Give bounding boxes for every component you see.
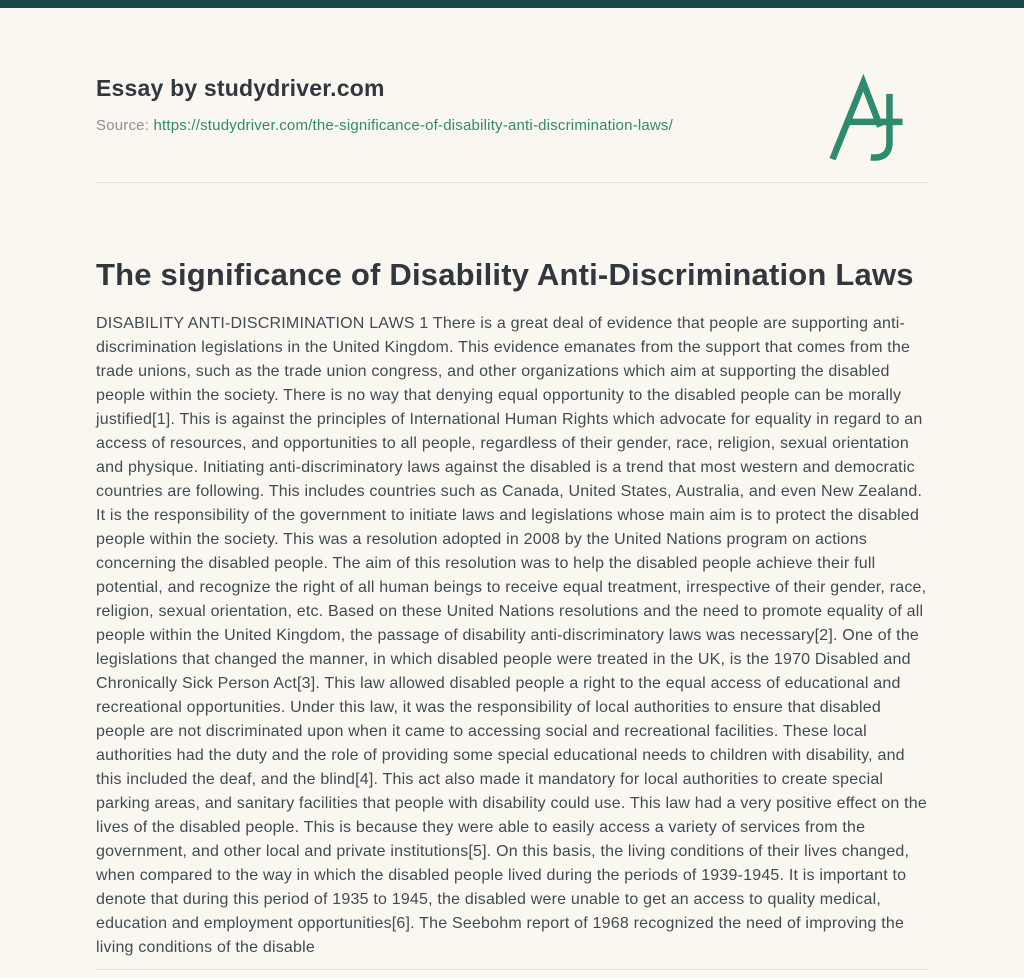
article-title: The significance of Disability Anti-Discrimination Laws xyxy=(96,257,914,292)
top-accent-bar xyxy=(0,0,1024,8)
source-line xyxy=(96,117,673,135)
source-label: Source: xyxy=(96,117,150,134)
document-header xyxy=(0,8,1024,166)
footer-divider xyxy=(96,969,928,970)
header-text-block xyxy=(96,74,673,135)
article-body: DISABILITY ANTI-DISCRIMINATION LAWS 1 There is a great deal of evidence that people are supporting anti-discrimination legislations in the United Kingdom. This evidence emanates from the support that comes from the trade unions, such as the trade union congress, and other organizations which aim at supporting the disabled people within the society. There is no way that denying equal opportunity to the disabled people can be morally justified[1]. This is against the principles of International Human Rights which advocate for equality in regard to an access of resources, and opportunities to all people, regardless of their gender, race, religion, sexual orientation and physique. Initiating anti-discriminatory laws against the disabled is a trend that most western and democratic countries are following. This includes countries such as Canada, United States, Australia, and even New Zealand. It is the responsibility of the government to initiate laws and legislations whose main aim is to protect the disabled people within the society. This was a resolution adopted in 2008 by the United Nations program on actions concerning the disabled people. The aim of this resolution was to help the disabled people achieve their full potential, and recognize the right of all human beings to receive equal treatment, irrespective of their gender, race, religion, sexual orientation, etc. Based on these United Nations resolutions and the need to promote equality of all people within the United Kingdom, the passage of disability anti-discriminatory laws was necessary[2]. One of the legislations that changed the manner, in which disabled people were treated in the UK, is the 1970 Disabled and Chronically Sick Person Act[3]. This law allowed disabled people a right to the equal access of educational and recreational opportunities. Under this law, it was the responsibility of local authorities to ensure that disabled people are not discriminated upon when it came to accessing social and recreational facilities. These local authorities had the duty and the role of providing some special educational needs to children with disability, and this included the deaf, and the blind[4]. This act also made it mandatory for local authorities to create special parking areas, and sanitary facilities that people with disability could use. This law had a very positive effect on the lives of the disabled people. This is because they were able to easily access a variety of services from the government, and other local and private institutions[5]. On this basis, the living conditions of their lives changed, when compared to the way in which the disabled people lived during the periods of 1939-1945. It is important to denote that during this period of 1935 to 1945, the disabled were unable to get an access to quality medical, education and employment opportunities[6]. The Seebohm report of 1968 recognized the need of improving the living conditions of the disable xyxy=(96,315,927,956)
studydriver-logo-icon xyxy=(826,74,910,166)
byline: Essay by studydriver.com xyxy=(96,75,385,101)
article xyxy=(0,255,1024,960)
header-divider xyxy=(96,182,928,183)
source-link[interactable]: https://studydriver.com/the-significance-of-disability-anti-discrimination-laws/ xyxy=(153,117,674,134)
